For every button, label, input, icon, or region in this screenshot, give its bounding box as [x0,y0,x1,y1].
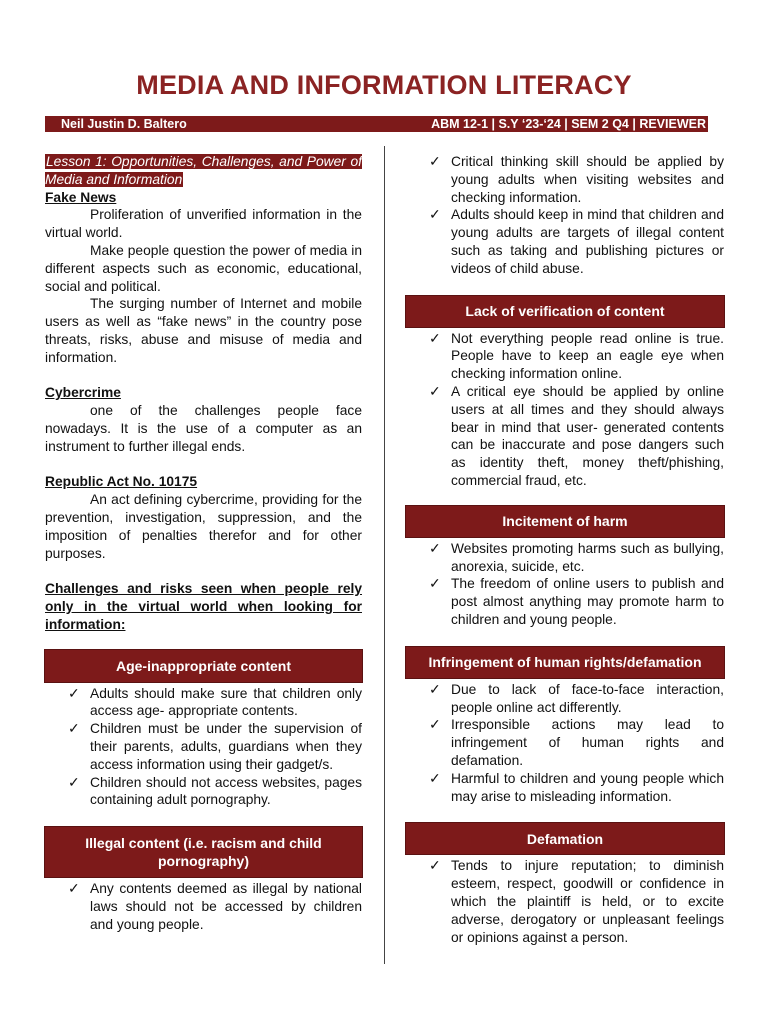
checkmark-icon: ✓ [68,685,80,701]
author-name: Neil Justin D. Baltero [61,117,187,131]
list-item: ✓ Children must be under the supervision of their parents, adults, guardians when they access information using their gadget/s. [68,721,362,772]
list-item: ✓ Children should not access websites, pages containing adult pornography. [68,774,362,808]
list-item: ✓ Tends to injure reputation; to diminish esteem, respect, goodwill or confidence in which the plaintiff is held, or to excite adverse, derogatory or unpleasant feelings or opinions against a person. [429,858,724,945]
checkmark-icon: ✓ [68,721,80,737]
checkmark-icon: ✓ [429,576,441,592]
checklist [406,540,724,629]
list-item: ✓ The freedom of online users to publish and post almost anything may promote harm to children and young people. [429,576,724,627]
checklist [45,685,362,810]
section-bar-defamation: Defamation [406,823,724,854]
list-item: ✓ Harmful to children and young people which may arise to misleading information. [429,770,724,804]
section-bar-lack-of-verification: Lack of verification of content [406,296,724,327]
list-item: ✓ Adults should make sure that children only access age- appropriate contents. [68,685,362,719]
list-item: ✓ Not everything people read online is true. People have to keep an eagle eye when checking information online. [429,330,724,382]
lesson-title: Lesson 1: Opportunities, Challenges, and Power of Media and Information [45,154,362,187]
section-heading-republic-act: Republic Act No. 10175 [45,474,198,490]
list-item: ✓ A critical eye should be applied by online users at all times and they should always bear in mind that user- generated contents can be inaccurate and pose dangers such as identity theft, money theft/phishing, commercial fraud, etc. [429,383,724,488]
header-band [45,116,708,132]
checkmark-icon: ✓ [429,154,441,169]
challenges-heading: Challenges and risks seen when people rely only in the virtual world when looking for information: [45,581,362,632]
section-bar-infringement: Infringement of human rights/defamation [406,647,724,678]
document-title: MEDIA AND INFORMATION LITERACY [136,70,632,100]
paragraph: The surging number of Internet and mobile users as well as “fake news” in the country pose threats, risks, abuse and misuse of media and information. [45,296,362,365]
checkmark-icon: ✓ [429,207,441,223]
left-column [45,153,362,933]
section-heading-cybercrime: Cybercrime [45,385,121,401]
checkmark-icon: ✓ [429,383,441,399]
list-item: ✓ Due to lack of face-to-face interaction, people online act differently. [429,681,724,715]
section-bar-illegal-content: Illegal content (i.e. racism and child pornography) [45,827,362,877]
section-heading-fake-news: Fake News [45,189,117,205]
paragraph: Proliferation of unverified information in the virtual world. [45,207,362,241]
checklist [45,880,362,933]
checklist [406,857,724,946]
checklist [406,330,724,490]
list-item: ✓ Adults should keep in mind that children and young adults are targets of illegal content such as taking and publishing pictures or videos of child abuse. [429,207,724,276]
checkmark-icon: ✓ [429,717,441,733]
paragraph: An act defining cybercrime, providing for the prevention, investigation, suppression, and the imposition of penalties therefor and for other purposes. [45,492,362,561]
list-item: ✓ Any contents deemed as illegal by national laws should not be accessed by children and young people. [68,881,362,932]
paragraph: Make people question the power of media in different aspects such as economic, educational, social and political. [45,242,362,294]
column-divider [384,146,385,964]
checklist [406,153,724,278]
checkmark-icon: ✓ [68,774,80,790]
checkmark-icon: ✓ [429,681,441,697]
paragraph: one of the challenges people face nowadays. It is the use of a computer as an instrument to further illegal ends. [45,403,362,454]
checkmark-icon: ✓ [429,540,441,556]
right-column [406,153,724,946]
lesson-title-block [45,153,362,189]
list-item: ✓ Irresponsible actions may lead to infringement of human rights and defamation. [429,717,724,768]
checkmark-icon: ✓ [429,770,441,786]
checklist [406,681,724,806]
section-bar-age-inappropriate: Age-inappropriate content [45,650,362,682]
checkmark-icon: ✓ [68,881,80,897]
checkmark-icon: ✓ [429,330,441,346]
checkmark-icon: ✓ [429,858,441,874]
section-bar-incitement-of-harm: Incitement of harm [406,506,724,537]
course-meta: ABM 12-1 | S.Y ‘23-‘24 | SEM 2 Q4 | REVIEWER [431,117,706,131]
list-item: ✓ Critical thinking skill should be applied by young adults when visiting websites and checking information. [429,154,724,205]
list-item: ✓ Websites promoting harms such as bullying, anorexia, suicide, etc. [429,540,724,574]
